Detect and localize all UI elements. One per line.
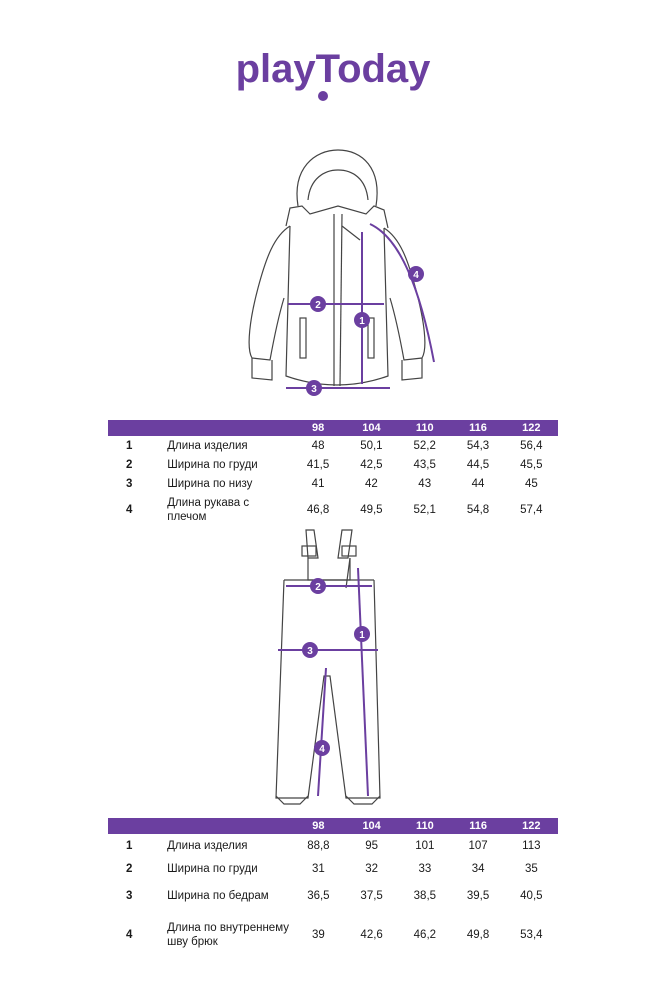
measurement-name: Длина по внутреннему шву брюк xyxy=(167,922,289,948)
row-number: 4 xyxy=(126,504,133,516)
size-header: 122 xyxy=(505,818,558,834)
table-row xyxy=(108,834,558,857)
measurement-value: 42,6 xyxy=(360,929,383,941)
table-row xyxy=(108,455,558,474)
measurement-value: 49,8 xyxy=(466,929,490,941)
table-row xyxy=(108,880,558,912)
measurement-name: Ширина по груди xyxy=(167,458,258,471)
jacket-marker-2: 2 xyxy=(315,300,321,311)
measurement-value: 33 xyxy=(418,862,432,875)
jacket-marker-1: 1 xyxy=(359,316,365,327)
measurement-value: 50,1 xyxy=(360,439,383,452)
measurement-value: 34 xyxy=(471,862,485,875)
measurement-value: 54,3 xyxy=(466,439,490,452)
pants-illustration xyxy=(262,528,402,808)
brand-logo xyxy=(0,40,667,110)
table-header-row xyxy=(108,420,558,436)
row-number: 4 xyxy=(126,929,133,941)
measurement-value: 42 xyxy=(364,477,378,490)
row-number: 1 xyxy=(126,439,133,452)
measurement-value: 107 xyxy=(468,839,488,852)
measurement-value: 56,4 xyxy=(520,439,543,452)
table-row xyxy=(108,857,558,880)
measurement-value: 31 xyxy=(311,862,325,875)
size-header: 116 xyxy=(451,818,504,834)
pants-marker-2: 2 xyxy=(315,582,321,593)
size-header: 104 xyxy=(345,420,398,436)
measurement-value: 88,8 xyxy=(307,839,330,852)
size-header: 98 xyxy=(292,818,345,834)
measurement-name: Ширина по низу xyxy=(167,477,253,490)
pants-size-table xyxy=(108,818,558,958)
table-row xyxy=(108,493,558,527)
jacket-marker-4: 4 xyxy=(413,270,419,281)
row-number: 2 xyxy=(126,458,133,471)
table-header-row xyxy=(108,818,558,834)
pants-marker-3: 3 xyxy=(307,646,313,657)
measurement-value: 38,5 xyxy=(413,890,437,902)
row-number: 3 xyxy=(126,890,133,902)
brand-logo-text: playToday xyxy=(235,47,431,91)
measurement-value: 95 xyxy=(365,839,379,852)
measurement-name: Длина изделия xyxy=(167,839,248,852)
measurement-value: 43,5 xyxy=(413,458,436,471)
measurement-value: 48 xyxy=(311,439,325,452)
row-number: 3 xyxy=(126,477,133,490)
jacket-size-table xyxy=(108,420,558,527)
measurement-value: 41,5 xyxy=(306,458,330,471)
logo-dot-icon xyxy=(318,91,328,101)
size-header: 98 xyxy=(291,420,344,436)
measurement-value: 45 xyxy=(524,477,538,490)
table-row xyxy=(108,474,558,493)
measurement-value: 39,5 xyxy=(466,890,490,902)
measurement-value: 41 xyxy=(311,477,325,490)
measurement-value: 46,8 xyxy=(306,504,330,516)
size-header: 122 xyxy=(505,420,558,436)
measurement-value: 52,1 xyxy=(413,504,436,516)
measurement-value: 45,5 xyxy=(520,458,543,471)
measurement-name: Ширина по груди xyxy=(167,862,258,875)
jacket-marker-3: 3 xyxy=(311,384,317,395)
measurement-value: 44,5 xyxy=(466,458,490,471)
measurement-value: 43 xyxy=(418,477,432,490)
row-number: 1 xyxy=(126,839,133,852)
size-header: 116 xyxy=(451,420,504,436)
measurement-name: Длина изделия xyxy=(167,439,248,452)
measurement-value: 57,4 xyxy=(520,504,543,516)
measurement-value: 54,8 xyxy=(466,504,490,516)
pants-marker-4: 4 xyxy=(319,744,325,755)
table-row xyxy=(108,436,558,455)
size-header: 110 xyxy=(398,420,451,436)
measurement-value: 46,2 xyxy=(413,929,437,941)
measurement-value: 39 xyxy=(311,929,325,941)
jacket-illustration xyxy=(230,148,440,410)
measurement-value: 42,5 xyxy=(360,458,383,471)
measurement-value: 35 xyxy=(524,862,538,875)
row-number: 2 xyxy=(126,862,133,875)
measurement-value: 53,4 xyxy=(520,929,543,941)
measurement-value: 113 xyxy=(522,839,541,852)
measurement-value: 49,5 xyxy=(360,504,383,516)
measurement-name: Ширина по бедрам xyxy=(167,890,269,902)
size-header: 104 xyxy=(345,818,398,834)
measurement-value: 44 xyxy=(471,477,485,490)
measurement-value: 37,5 xyxy=(360,890,383,902)
measurement-value: 40,5 xyxy=(520,890,543,902)
pants-marker-1: 1 xyxy=(359,630,365,641)
measurement-value: 36,5 xyxy=(307,890,330,902)
size-header: 110 xyxy=(398,818,451,834)
measurement-name: Длина рукава с плечом xyxy=(167,497,250,523)
table-row xyxy=(108,912,558,958)
measurement-value: 101 xyxy=(415,839,435,852)
measurement-value: 32 xyxy=(365,862,379,875)
measurement-value: 52,2 xyxy=(413,439,436,452)
